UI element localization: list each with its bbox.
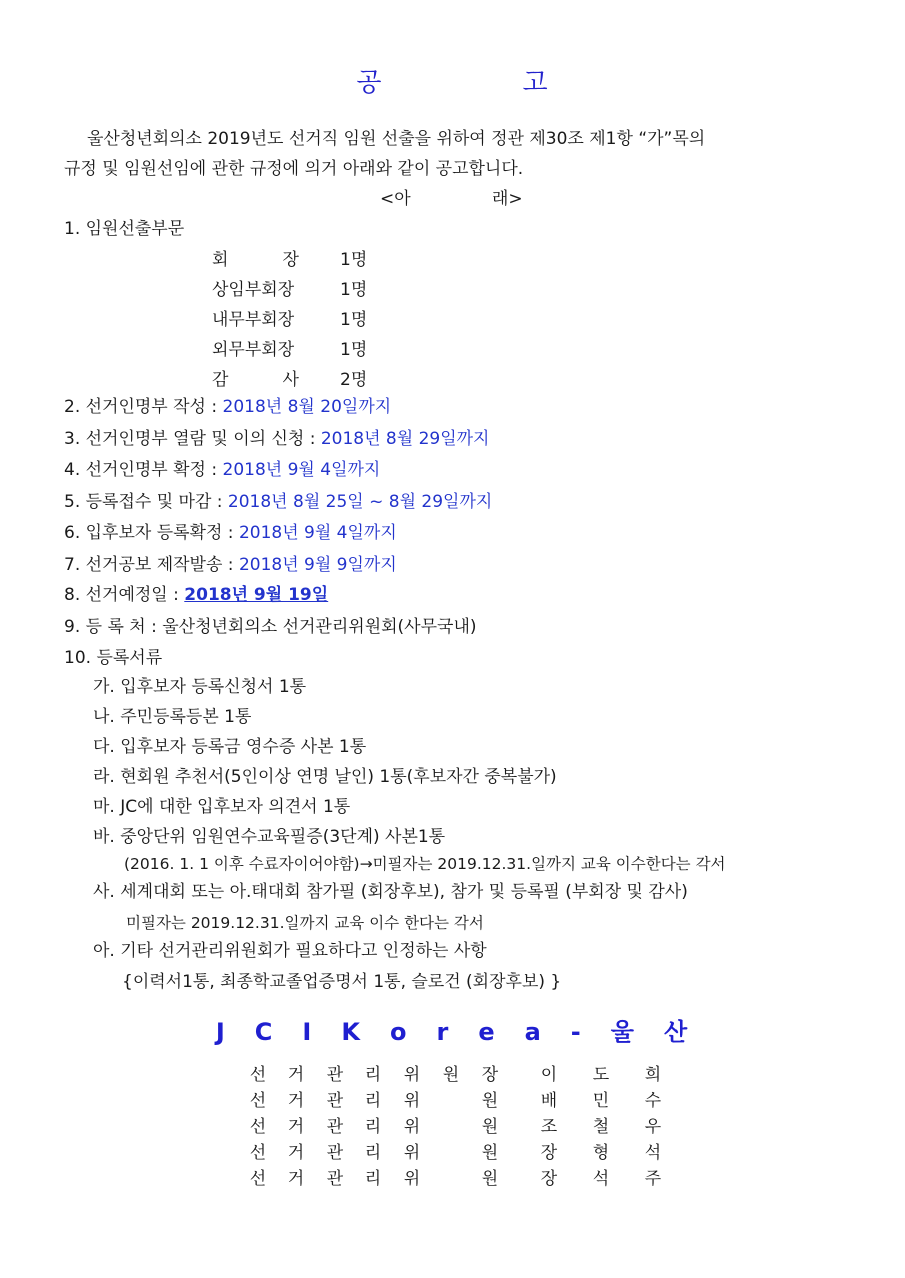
schedule-date: 2018년 9월 9일까지 bbox=[238, 554, 397, 575]
election-day-label: 8. 선거예정일 : bbox=[64, 585, 185, 605]
item1-label: 1. 임원선출부문 bbox=[64, 219, 185, 239]
position-count: 2명 bbox=[340, 370, 368, 390]
committee-row bbox=[0, 1112, 905, 1136]
document-item: 라. 현회원 추천서(5인이상 연명 날인) 1통(후보자간 중복불가) bbox=[93, 767, 557, 787]
title-right: 고 bbox=[522, 68, 549, 98]
committee-name-char: 장 bbox=[540, 1169, 558, 1189]
committee-name-char: 도 bbox=[592, 1065, 610, 1085]
title-left: 공 bbox=[356, 68, 383, 98]
committee-row bbox=[0, 1060, 905, 1084]
committee-title-char: 거 bbox=[287, 1143, 305, 1163]
intro-line-2: 규정 및 임원선임에 관한 규정에 의거 아래와 같이 공고합니다. bbox=[64, 159, 524, 179]
committee-title-char: 선 bbox=[249, 1091, 267, 1111]
note-sa: 미필자는 2019.12.31.일까지 교육 이수 한다는 각서 bbox=[126, 914, 484, 932]
committee-title-char: 거 bbox=[287, 1065, 305, 1085]
document-item: 바. 중앙단위 임원연수교육필증(3단계) 사본1통 bbox=[93, 827, 446, 847]
item-a: 아. 기타 선거관리위원회가 필요하다고 인정하는 사항 bbox=[93, 941, 487, 961]
org-name-char: a bbox=[524, 1018, 543, 1046]
committee-name-char: 민 bbox=[592, 1091, 610, 1111]
committee-name-char: 수 bbox=[644, 1091, 662, 1111]
committee-title-char: 관 bbox=[326, 1169, 344, 1189]
org-name-char: 울 bbox=[610, 1018, 636, 1046]
committee-name-char: 우 bbox=[644, 1117, 662, 1137]
position-count: 1명 bbox=[340, 340, 368, 360]
committee-title-char: 거 bbox=[287, 1091, 305, 1111]
org-name-char: r bbox=[436, 1018, 451, 1046]
org-name-char: e bbox=[478, 1018, 497, 1046]
schedule-item bbox=[64, 491, 492, 513]
committee-title-char: 리 bbox=[364, 1065, 382, 1085]
committee-title-char: 선 bbox=[249, 1065, 267, 1085]
committee-title-char: 리 bbox=[364, 1117, 382, 1137]
committee-title-char: 거 bbox=[287, 1169, 305, 1189]
committee-title-char: 원 bbox=[481, 1117, 499, 1137]
schedule-date: 2018년 8월 29일까지 bbox=[320, 428, 490, 449]
committee-name-char: 주 bbox=[644, 1169, 662, 1189]
document-item: 다. 입후보자 등록금 영수증 사본 1통 bbox=[93, 737, 367, 757]
committee-row bbox=[0, 1164, 905, 1188]
org-name-char: 산 bbox=[663, 1018, 690, 1046]
schedule-item bbox=[64, 459, 380, 481]
org-name-char: C bbox=[254, 1018, 275, 1046]
org-name-char: o bbox=[389, 1018, 409, 1046]
org-name-char: K bbox=[341, 1018, 362, 1046]
committee-title-char: 장 bbox=[481, 1065, 499, 1085]
note-a: {이력서1통, 최종학교졸업증명서 1통, 슬로건 (회장후보) } bbox=[122, 972, 562, 992]
committee-title-char: 위 bbox=[403, 1065, 421, 1085]
committee-title-char: 원 bbox=[481, 1143, 499, 1163]
committee-name-char: 조 bbox=[540, 1117, 558, 1137]
note-ba: (2016. 1. 1 이후 수료자이어야함)→미필자는 2019.12.31.일까지 교육 이수한다는 각서 bbox=[124, 855, 726, 873]
registration-place: 9. 등 록 처 : 울산청년회의소 선거관리위원회(사무국내) bbox=[64, 617, 477, 637]
schedule-label: 4. 선거인명부 확정 : bbox=[64, 460, 223, 480]
notice-title bbox=[0, 62, 905, 99]
document-item: 마. JC에 대한 입후보자 의견서 1통 bbox=[93, 797, 351, 817]
committee-title-char: 관 bbox=[326, 1065, 344, 1085]
position-name: 회 장 bbox=[212, 250, 299, 270]
position-name: 상임부회장 bbox=[212, 280, 295, 300]
schedule-item bbox=[64, 396, 391, 418]
position-count: 1명 bbox=[340, 250, 368, 270]
committee-title-char: 관 bbox=[326, 1117, 344, 1137]
org-name-char: I bbox=[302, 1018, 314, 1046]
schedule-date: 2018년 9월 4일까지 bbox=[222, 460, 381, 480]
committee-title-char: 리 bbox=[364, 1169, 382, 1189]
schedule-item bbox=[64, 522, 397, 544]
committee-row bbox=[0, 1086, 905, 1110]
intro-line-1: 울산청년회의소 2019년도 선거직 임원 선출을 위하여 정관 제30조 제1항 “가”목의 bbox=[87, 129, 706, 149]
committee-name-char: 철 bbox=[592, 1117, 610, 1137]
documents-label: 10. 등록서류 bbox=[64, 648, 163, 668]
committee-name-char: 배 bbox=[540, 1091, 558, 1111]
schedule-label: 6. 입후보자 등록확정 : bbox=[64, 523, 239, 543]
schedule-date: 2018년 9월 4일까지 bbox=[238, 523, 397, 543]
below-heading-left: <아 bbox=[380, 189, 411, 209]
schedule-label: 7. 선거공보 제작발송 : bbox=[64, 554, 239, 575]
schedule-item bbox=[64, 554, 397, 576]
election-day-date: 2018년 9월 19일 bbox=[184, 585, 329, 605]
committee-name-char: 석 bbox=[592, 1169, 610, 1189]
committee-title-char: 리 bbox=[364, 1143, 382, 1163]
committee-title-char: 거 bbox=[287, 1117, 305, 1137]
position-count: 1명 bbox=[340, 310, 368, 330]
committee-title-char: 위 bbox=[403, 1143, 421, 1163]
committee-title-char: 관 bbox=[326, 1143, 344, 1163]
org-name bbox=[0, 1012, 905, 1047]
schedule-item bbox=[64, 428, 489, 450]
position-count: 1명 bbox=[340, 280, 368, 300]
position-name: 감 사 bbox=[212, 370, 299, 390]
org-name-char: - bbox=[570, 1018, 583, 1046]
committee-title-char: 선 bbox=[249, 1143, 267, 1163]
committee-name-char: 이 bbox=[540, 1065, 558, 1085]
committee-title-char: 원 bbox=[481, 1169, 499, 1189]
committee-title-char: 위 bbox=[403, 1169, 421, 1189]
committee-name-char: 석 bbox=[644, 1143, 662, 1163]
position-name: 외무부회장 bbox=[212, 340, 295, 360]
committee-title-char: 원 bbox=[442, 1065, 460, 1085]
document-item: 나. 주민등록등본 1통 bbox=[93, 707, 252, 727]
schedule-date: 2018년 8월 25일 ~ 8월 29일까지 bbox=[227, 491, 493, 512]
committee-title-char: 원 bbox=[481, 1091, 499, 1111]
committee-name-char: 형 bbox=[592, 1143, 610, 1163]
committee-title-char: 리 bbox=[364, 1091, 382, 1111]
committee-title-char: 선 bbox=[249, 1117, 267, 1137]
schedule-label: 2. 선거인명부 작성 : bbox=[64, 397, 223, 417]
committee-title-char: 위 bbox=[403, 1091, 421, 1111]
schedule-label: 3. 선거인명부 열람 및 이의 신청 : bbox=[64, 428, 321, 449]
election-day bbox=[64, 584, 328, 606]
position-name: 내무부회장 bbox=[212, 310, 295, 330]
committee-row bbox=[0, 1138, 905, 1162]
committee-title-char: 관 bbox=[326, 1091, 344, 1111]
schedule-date: 2018년 8월 20일까지 bbox=[222, 397, 392, 417]
committee-name-char: 희 bbox=[644, 1065, 662, 1085]
item-sa: 사. 세계대회 또는 아.태대회 참가필 (회장후보), 참가 및 등록필 (부회장 및 감사) bbox=[93, 882, 688, 902]
committee-title-char: 선 bbox=[249, 1169, 267, 1189]
org-name-char: J bbox=[215, 1018, 227, 1046]
below-heading-right: 래> bbox=[492, 189, 523, 209]
document-item: 가. 입후보자 등록신청서 1통 bbox=[93, 677, 307, 697]
committee-title-char: 위 bbox=[403, 1117, 421, 1137]
schedule-label: 5. 등록접수 및 마감 : bbox=[64, 491, 228, 512]
committee-name-char: 장 bbox=[540, 1143, 558, 1163]
